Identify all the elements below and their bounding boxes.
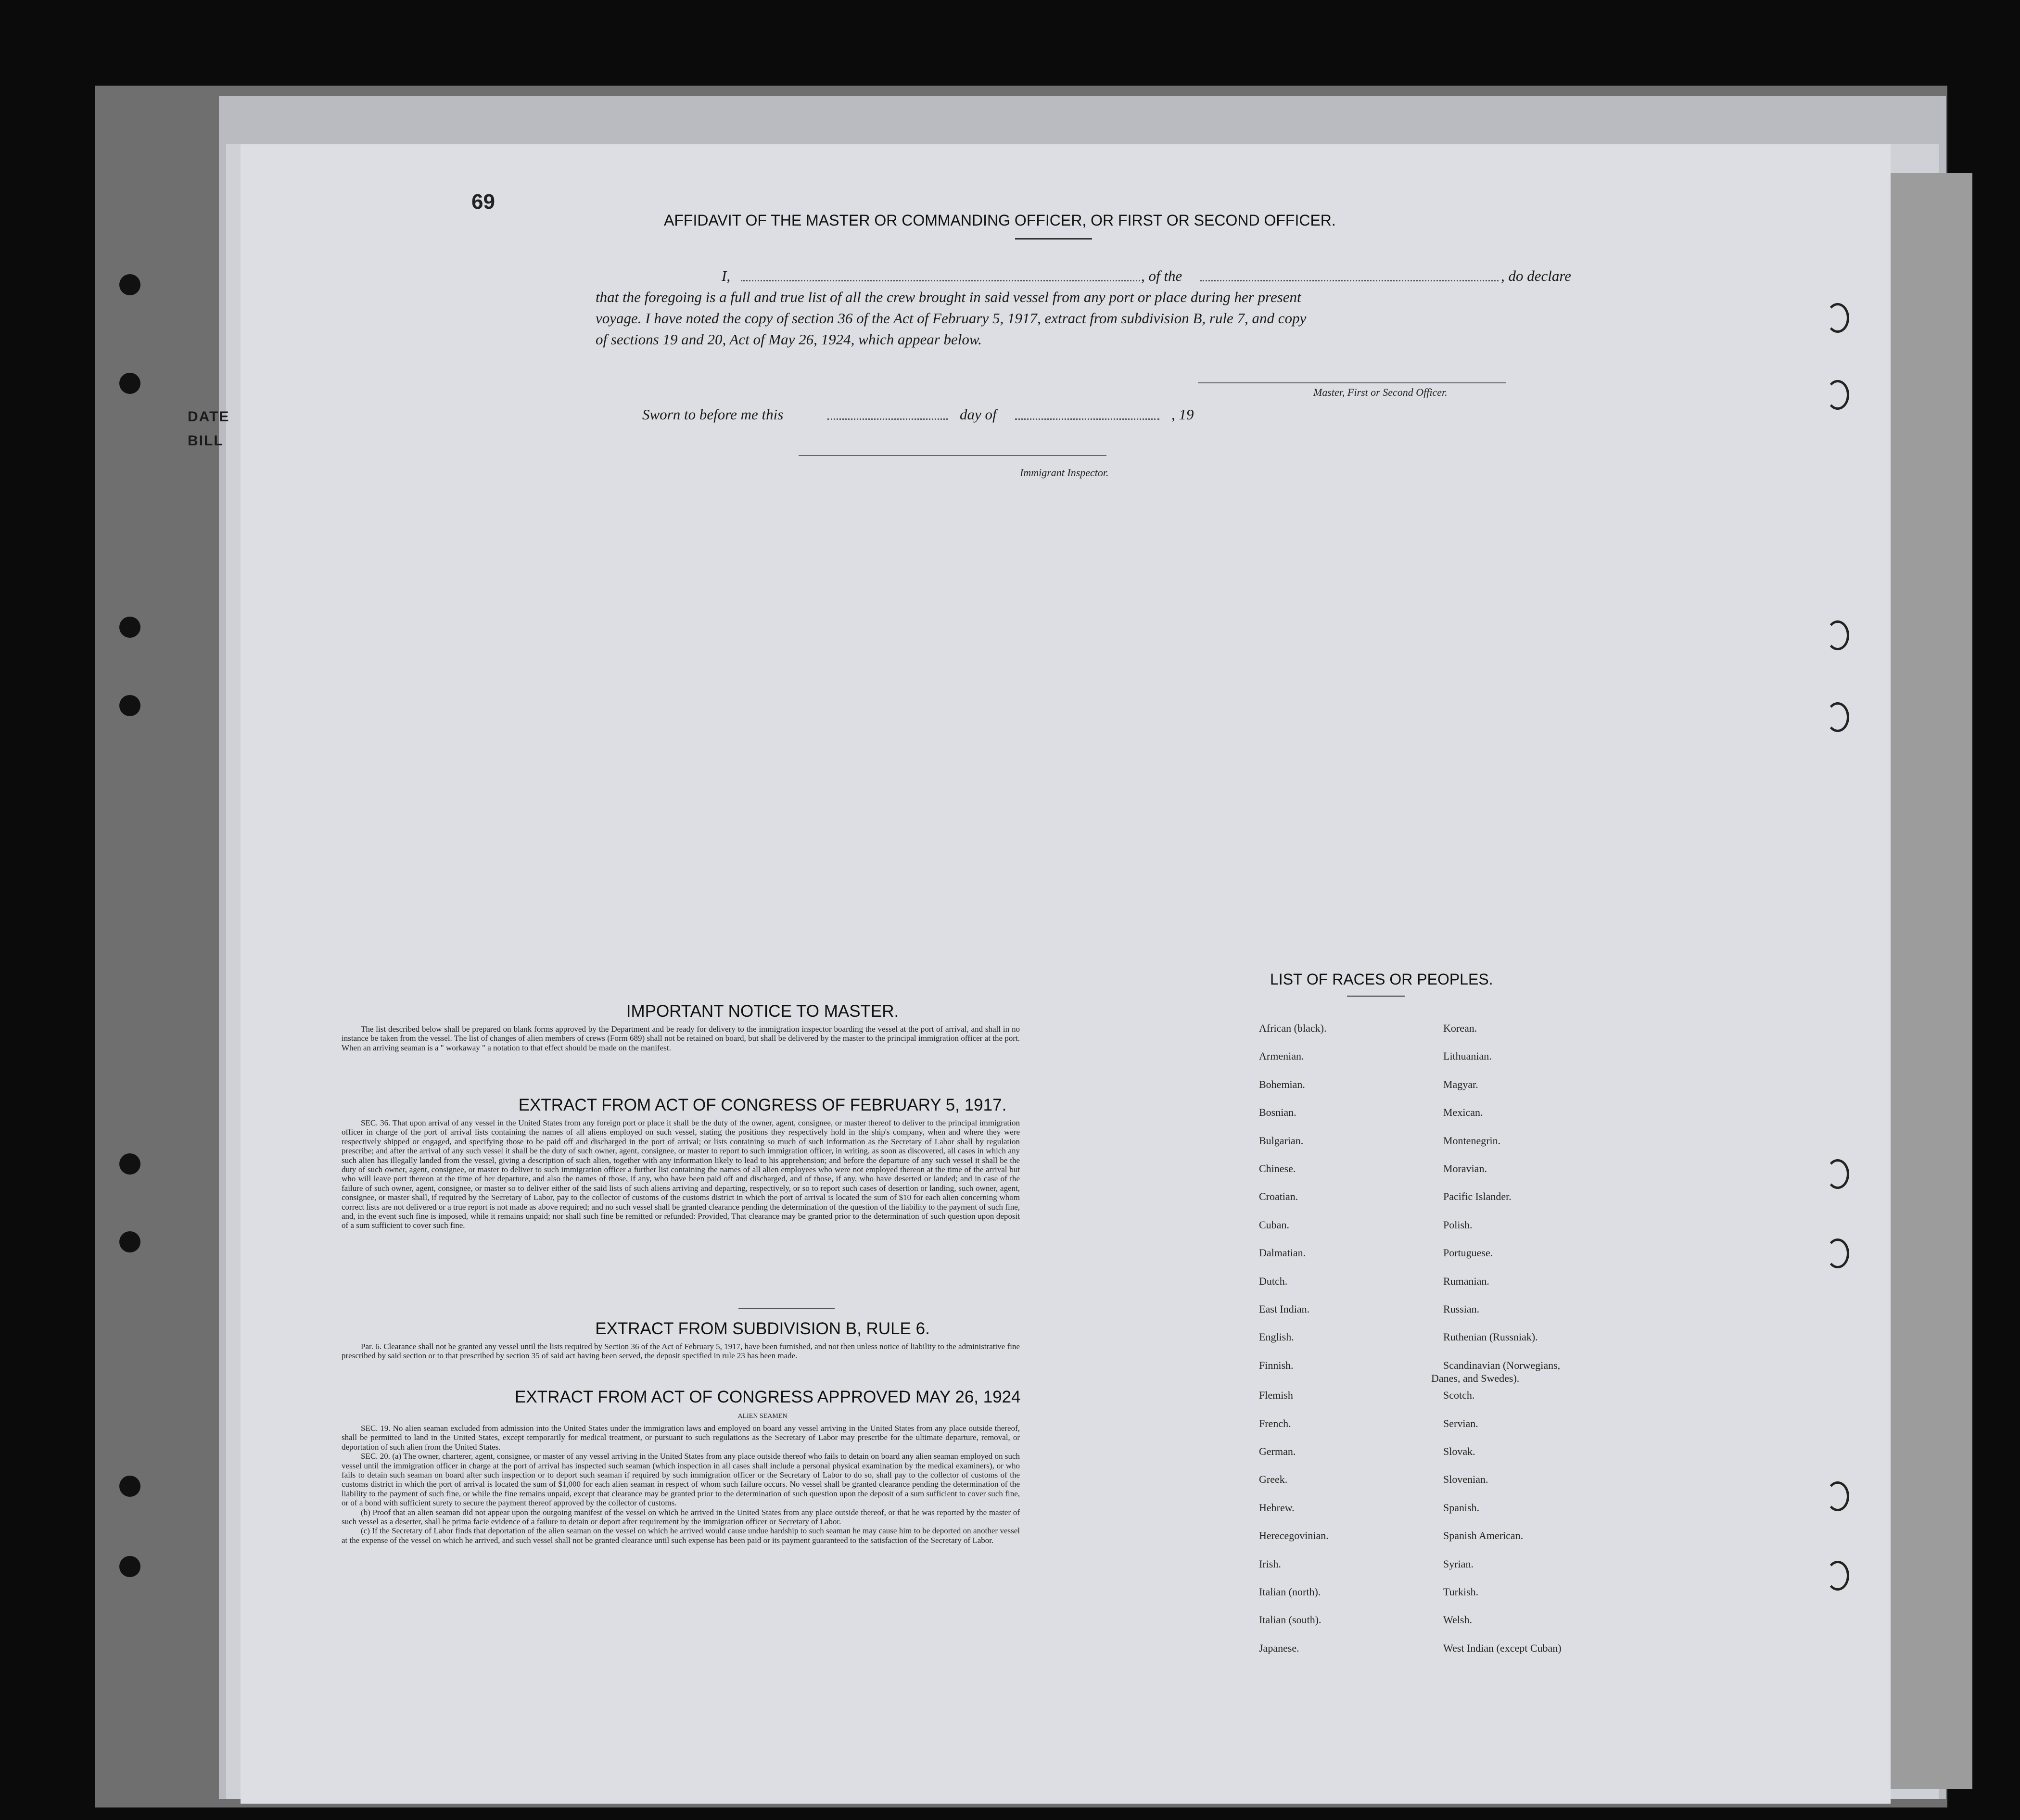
race-item: Cuban. [1259, 1218, 1289, 1231]
punch-ring [1826, 1159, 1849, 1189]
punch-ring [1826, 1239, 1849, 1268]
race-item: Russian. [1443, 1303, 1480, 1315]
race-item: Scotch. [1443, 1389, 1475, 1402]
month-blank [1015, 418, 1159, 420]
race-item: Spanish. [1443, 1501, 1480, 1514]
race-item: Croatian. [1259, 1190, 1298, 1203]
affidavit-of-the: , of the [1141, 267, 1182, 284]
binder-hole [119, 1476, 140, 1497]
race-item: Magyar. [1443, 1078, 1478, 1090]
race-item: Moravian. [1443, 1163, 1487, 1175]
heading-rule [1015, 238, 1092, 240]
affidavit-line-2: that the foregoing is a full and true list of all the crew brought in said vessel from any port or place during her present [596, 289, 1301, 305]
race-item: Ruthenian (Russniak). [1443, 1331, 1538, 1343]
race-item: Spanish American. [1443, 1529, 1524, 1542]
rule6-body: Par. 6. Clearance shall not be granted any vessel until the lists required by Section 36 of the Act of February 5, 1917, have been furnished, and not then unless notice of liability to the administrative fine prescribed by said section or to that prescribed by section 35 of said act having been served, the deposit specified in rule 23 has been made. [342, 1342, 1020, 1361]
race-item: African (black). [1259, 1022, 1327, 1034]
divider [738, 1308, 835, 1309]
extract-1917-body: SEC. 36. That upon arrival of any vessel in the United States from any foreign port or place it shall be the duty of the owner, agent, consignee, or master thereof to deliver to the principal immigration officer in charge of the port of arrival lists containing the names of all aliens employed on such vessel, stating the positions they respectively hold in the ship's company, when and where they were respectively shipped or engaged, and specifying those to be paid off and discharged in the port of arrival; or lists containing so much of such information as the Secretary of Labor shall by regulation prescribe; and after the arrival of any such vessel it shall be the duty of such owner, agent, consignee, or master to report to such immigration officer, in writing, as soon as discovered, all cases in which any such alien has illegally landed from the vessel, giving a description of such alien, together with any information likely to lead to his apprehension; and before the departure of any such vessel it shall be the duty of such owner, agent, consignee, or master to deliver to such immigration officer a further list containing the names of all alien employees who were not employed thereon at the time of the arrival but who will leave port thereon at the time of her departure, and also the names of those, if any, who have been paid off and discharged, and of those, if any, who have deserted or landed; and in case of the failure of such owner, agent, consignee, or master so to deliver either of the said lists of such aliens arriving and departing, respectively, or so to report such cases of desertion or landing, such owner, agent, consignee, or master shall, if required by the Secretary of Labor, pay to the collector of customs of the customs district in which the port of arrival is located the sum of $10 for each alien concerning whom correct lists are not delivered or a true report is not made as above required; and no such vessel shall be granted clearance pending the determination of the question of the liability to the payment of such fine, and, in the event such fine is imposed, while it remains unpaid; nor shall such fine be remitted or refunded: Provided, That clearance may be granted prior to the determination of such question upon deposit of a sum sufficient to cover such fine. [342, 1118, 1020, 1230]
race-item: Irish. [1259, 1557, 1281, 1570]
race-item: German. [1259, 1445, 1296, 1457]
punch-ring [1826, 303, 1849, 333]
punch-ring [1826, 1561, 1849, 1591]
sec-20a: SEC. 20. (a) The owner, charterer, agent, consignee, or master of any vessel arriving in the United States from any place outside thereof who fails to detain on board any alien seaman employed on such vessel until the immigration officer in charge at the port of arrival has inspected such seaman (which inspection in all cases shall include a personal physical examination by the medical examiners), or who fails to detain such seaman on board after such inspection or to deport such seaman if required by such immigration officer or the Secretary of Labor to do so, shall pay to the collector of customs of the customs district in which the port of arrival is located the sum of $1,000 for each alien seaman in respect of whom such failure occurs. No vessel shall be granted clearance pending the determination of the liability to the payment of such fine, or while the fine remains unpaid, except that clearance may be granted prior to the determination of such question upon the deposit of a sum sufficient to cover such fine, or of a bond with sufficient surety to secure the payment thereof approved by the collector of customs. [342, 1452, 1020, 1508]
punch-ring [1826, 380, 1849, 410]
punch-ring [1826, 1481, 1849, 1511]
edge-label-date: DATE [188, 409, 230, 425]
race-item: Herecegovinian. [1259, 1529, 1329, 1542]
race-item: Greek. [1259, 1473, 1288, 1486]
year-text: , 19 [1171, 406, 1194, 423]
race-item: Scandinavian (Norwegians, [1443, 1359, 1561, 1371]
race-item: Syrian. [1443, 1557, 1474, 1570]
inspector-signature-line [799, 455, 1106, 456]
race-item: West Indian (except Cuban) [1443, 1642, 1562, 1654]
race-item: English. [1259, 1331, 1294, 1343]
punch-ring [1826, 620, 1849, 650]
race-item: Servian. [1443, 1417, 1478, 1429]
vessel-blank [1200, 280, 1499, 281]
race-item: Armenian. [1259, 1050, 1304, 1062]
race-scandinavian-continued: Danes, and Swedes). [1431, 1372, 1520, 1384]
race-item: Mexican. [1443, 1106, 1483, 1119]
sec-20b: (b) Proof that an alien seaman did not appear upon the outgoing manifest of the vessel on which he arrived in the United States from any place outside thereof, or that he was reported by the master of such vessel as a deserter, shall be prima facie evidence of a failure to detain or deport after requirement by the immigration officer or Secretary of Labor. [342, 1507, 1020, 1527]
day-of-text: day of [960, 406, 997, 423]
master-label: Master, First or Second Officer. [1313, 386, 1448, 398]
notice-body: The list described below shall be prepared on blank forms approved by the Department and be ready for delivery to the immigration inspector boarding the vessel at the port of arrival, and shall in no instance be taken from the vessel. The list of changes of alien members of crews (Form 689) shall not be retained on board, but shall be delivered by the master to the principal immigration officer at the port. When an arriving seaman is a " workaway " a notation to that effect should be made on the manifest. [342, 1024, 1020, 1052]
edge-label-bill: BILL [188, 433, 224, 449]
extract-1924-body [342, 1424, 1020, 1545]
race-item: Slovenian. [1443, 1473, 1488, 1486]
race-item: Dutch. [1259, 1275, 1288, 1287]
race-item: Montenegrin. [1443, 1134, 1501, 1147]
races-title: LIST OF RACES OR PEOPLES. [1270, 971, 1493, 988]
race-item: East Indian. [1259, 1303, 1310, 1315]
binder-hole [119, 617, 140, 638]
race-item: Polish. [1443, 1218, 1473, 1231]
race-item: Turkish. [1443, 1586, 1479, 1598]
binder-hole [119, 1231, 140, 1252]
page-number: 69 [471, 190, 495, 214]
race-item: Welsh. [1443, 1614, 1472, 1626]
extract-1924-title: EXTRACT FROM ACT OF CONGRESS APPROVED MAY 26, 1924 [515, 1388, 1021, 1406]
extract-1924-subtitle: ALIEN SEAMEN [737, 1413, 788, 1420]
affidavit-line-4: of sections 19 and 20, Act of May 26, 1924, which appear below. [596, 331, 982, 348]
punch-ring [1826, 702, 1849, 732]
race-item: Hebrew. [1259, 1501, 1295, 1514]
sec-19: SEC. 19. No alien seaman excluded from admission into the United States under the immigration laws and employed on board any vessel arriving in the United States from any place outside thereof, shall be permitted to land in the United States, except temporarily for medical treatment, or pursuant to such regulations as the Secretary of Labor may prescribe for the ultimate departure, removal, or deportation of such alien from the United States. [342, 1424, 1020, 1452]
binder-hole [119, 1556, 140, 1577]
rule6-title: EXTRACT FROM SUBDIVISION B, RULE 6. [595, 1319, 930, 1338]
affidavit-line-3: voyage. I have noted the copy of section 36 of the Act of February 5, 1917, extract from subdivision B, rule 7, and copy [596, 310, 1307, 327]
race-item: Finnish. [1259, 1359, 1294, 1371]
affidavit-heading: AFFIDAVIT OF THE MASTER OR COMMANDING OFFICER, OR FIRST OR SECOND OFFICER. [664, 212, 1336, 229]
inspector-label: Immigrant Inspector. [1020, 467, 1109, 479]
race-item: Bohemian. [1259, 1078, 1305, 1090]
sworn-text: Sworn to before me this [642, 406, 784, 423]
race-item: Bosnian. [1259, 1106, 1296, 1119]
day-blank [827, 418, 948, 420]
binder-hole [119, 373, 140, 394]
race-item: Slovak. [1443, 1445, 1475, 1457]
race-item: Rumanian. [1443, 1275, 1489, 1287]
sec-20c: (c) If the Secretary of Labor finds that deportation of the alien seaman on the vessel on which he arrived would cause undue hardship to such seaman he may cause him to be deported on another vessel at the expense of the vessel on which he arrived, and such vessel shall not be granted clearance until such expense has been paid or its payment guaranteed to the satisfaction of the Secretary of Labor. [342, 1526, 1020, 1545]
race-item: Chinese. [1259, 1163, 1296, 1175]
master-signature-line [1198, 382, 1506, 383]
affidavit-i: I, [722, 267, 731, 284]
name-blank [741, 280, 1140, 281]
binder-hole [119, 1153, 140, 1175]
race-item: Bulgarian. [1259, 1134, 1304, 1147]
form-page [241, 144, 1891, 1804]
race-item: Japanese. [1259, 1642, 1299, 1654]
race-item: Italian (north). [1259, 1586, 1321, 1598]
race-item: Dalmatian. [1259, 1247, 1306, 1259]
race-item: Lithuanian. [1443, 1050, 1492, 1062]
binder-hole [119, 695, 140, 716]
race-item: Korean. [1443, 1022, 1477, 1034]
notice-title: IMPORTANT NOTICE TO MASTER. [626, 1002, 899, 1021]
race-item: Portuguese. [1443, 1247, 1493, 1259]
races-rule [1347, 996, 1405, 997]
race-item: Italian (south). [1259, 1614, 1321, 1626]
binder-hole [119, 274, 140, 295]
race-item: Pacific Islander. [1443, 1190, 1512, 1203]
extract-1917-title: EXTRACT FROM ACT OF CONGRESS OF FEBRUARY 5, 1917. [518, 1096, 1007, 1114]
race-item: Flemish [1259, 1389, 1293, 1402]
race-item: French. [1259, 1417, 1291, 1429]
affidavit-declare: , do declare [1501, 267, 1572, 284]
